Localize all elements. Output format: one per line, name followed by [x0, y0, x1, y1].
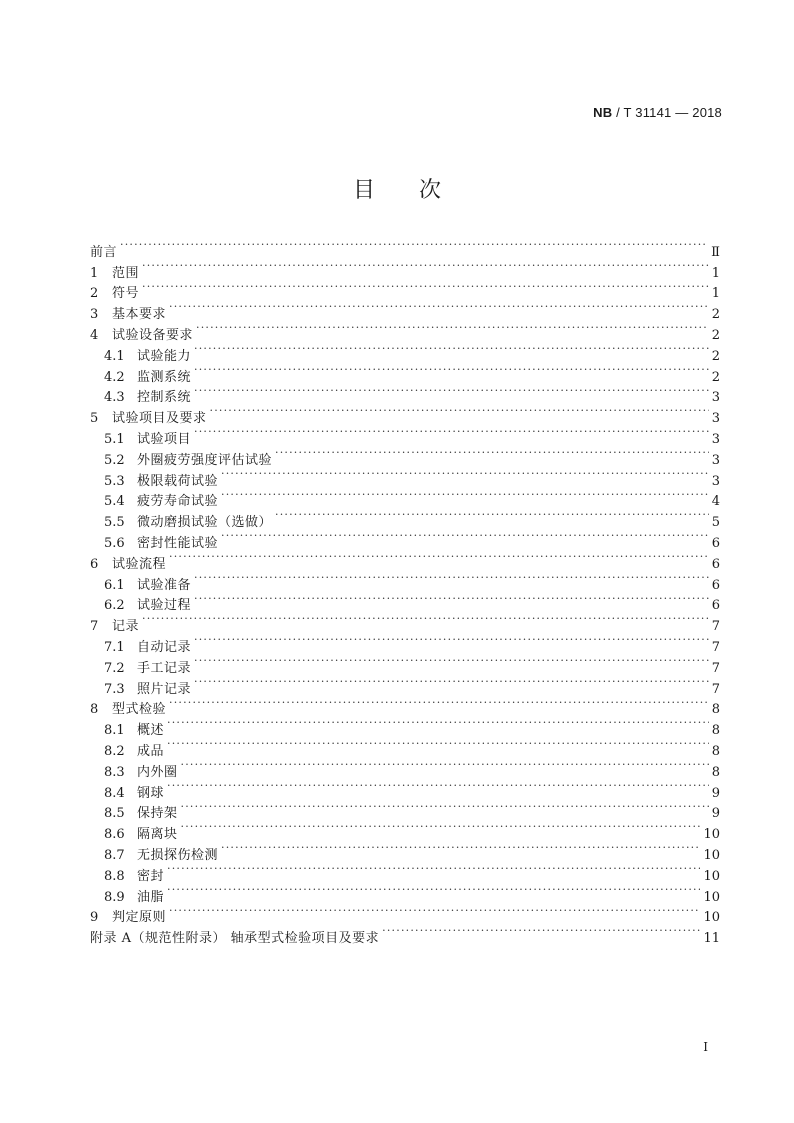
toc-leader-dots — [275, 505, 709, 526]
toc-entry-title: 隔离块 — [137, 827, 178, 843]
toc-entry[interactable] — [90, 297, 720, 323]
toc-leader-dots — [181, 797, 709, 818]
toc-entry-number: 8.7 — [104, 847, 125, 863]
toc-leader-dots — [194, 672, 709, 693]
toc-leader-dots — [194, 589, 709, 610]
toc-entry[interactable] — [90, 568, 720, 593]
toc-leader-dots — [275, 443, 709, 464]
toc-entry-number: 9 — [90, 910, 99, 926]
page-number: I — [703, 1040, 708, 1054]
toc-entry-number: 5.1 — [104, 431, 125, 447]
toc-entry-number: 8.2 — [104, 743, 125, 759]
toc-entry-page: 3 — [711, 411, 720, 427]
table-of-contents — [90, 235, 720, 947]
toc-entry[interactable] — [90, 901, 720, 926]
toc-entry-page: 3 — [711, 473, 720, 489]
toc-entry-title: 手工记录 — [137, 660, 192, 676]
toc-leader-dots — [167, 734, 709, 755]
toc-entry-title: 前言 — [90, 244, 118, 260]
toc-entry-page: 1 — [711, 265, 720, 281]
toc-entry[interactable] — [90, 797, 720, 822]
toc-leader-dots — [194, 568, 709, 589]
toc-entry-page: 7 — [711, 639, 720, 655]
toc-entry-number: 7.2 — [104, 660, 125, 676]
toc-entry-page: 10 — [703, 847, 720, 863]
toc-entry[interactable] — [90, 921, 720, 947]
toc-entry[interactable] — [90, 713, 720, 739]
toc-leader-dots — [194, 381, 709, 402]
toc-entry-title: 范围 — [112, 265, 140, 281]
page-title: 目次 — [352, 178, 485, 203]
toc-entry-page: 6 — [711, 577, 720, 593]
toc-leader-dots — [221, 526, 709, 547]
toc-entry-page: 2 — [711, 307, 720, 323]
toc-leader-dots — [142, 277, 709, 298]
toc-entry[interactable] — [90, 755, 720, 780]
toc-leader-dots — [169, 901, 700, 922]
toc-entry-title: 钢球 — [137, 785, 165, 801]
toc-entry-number: 5.6 — [104, 535, 125, 551]
toc-entry[interactable] — [90, 547, 720, 572]
toc-entry-title: 概述 — [137, 723, 165, 739]
toc-entry-page: 7 — [711, 660, 720, 676]
toc-leader-dots — [194, 339, 709, 360]
toc-entry[interactable] — [90, 318, 720, 343]
toc-entry-title: 成品 — [137, 743, 165, 759]
toc-entry-title: 照片记录 — [137, 681, 192, 697]
toc-entry-number: 4.2 — [104, 369, 125, 385]
toc-entry-title: 试验项目及要求 — [112, 411, 207, 427]
toc-entry-title: 密封 — [137, 868, 165, 884]
toc-entry-title: 无损探伤检测 — [137, 847, 219, 863]
toc-entry-title: 符号 — [112, 286, 140, 302]
toc-entry-number: 4.1 — [104, 348, 125, 364]
toc-entry-number: 1 — [90, 265, 99, 281]
toc-entry-title: 密封性能试验 — [137, 535, 219, 551]
toc-entry-page: 7 — [711, 681, 720, 697]
toc-entry[interactable] — [90, 609, 720, 635]
toc-entry-page: 10 — [703, 868, 720, 884]
toc-entry[interactable] — [90, 859, 720, 884]
toc-entry-page: 6 — [711, 598, 720, 614]
toc-entry-page: 1 — [711, 286, 720, 302]
toc-entry[interactable] — [90, 693, 720, 718]
toc-leader-dots — [167, 776, 709, 797]
toc-leader-dots — [194, 360, 709, 381]
toc-entry-number: 7.3 — [104, 681, 125, 697]
toc-entry-page: 8 — [711, 743, 720, 759]
toc-entry-page: 6 — [711, 535, 720, 551]
toc-leader-dots — [167, 713, 709, 734]
toc-entry-title: 疲劳寿命试验 — [137, 494, 219, 510]
toc-entry-number: 8.8 — [104, 868, 125, 884]
toc-entry-page: 11 — [703, 931, 720, 947]
toc-entry-page: Ⅱ — [711, 244, 720, 260]
toc-entry-page: 2 — [711, 348, 720, 364]
toc-entry-number: 8.3 — [104, 764, 125, 780]
toc-entry-number: 7.1 — [104, 639, 125, 655]
toc-entry-number: 8.1 — [104, 723, 125, 739]
toc-entry-number: 5.5 — [104, 515, 125, 531]
toc-entry[interactable] — [90, 817, 720, 843]
toc-entry-title: 控制系统 — [137, 390, 192, 406]
toc-entry-page: 8 — [711, 723, 720, 739]
toc-entry[interactable] — [90, 630, 720, 655]
toc-leader-dots — [167, 859, 700, 880]
standard-code-prefix: NB — [593, 105, 613, 120]
toc-entry-number: 8.5 — [104, 806, 125, 822]
toc-entry-page: 2 — [711, 327, 720, 343]
toc-entry-page: 10 — [703, 910, 720, 926]
toc-leader-dots — [194, 422, 709, 443]
toc-entry-title: 记录 — [112, 619, 140, 635]
toc-leader-dots — [120, 235, 708, 256]
toc-entry-title: 试验过程 — [137, 598, 192, 614]
toc-entry[interactable] — [90, 776, 720, 801]
toc-entry-title: 保持架 — [137, 806, 178, 822]
toc-entry-title: 外圈疲劳强度评估试验 — [137, 452, 273, 468]
toc-entry-title: 试验项目 — [137, 431, 192, 447]
toc-entry-number: 4 — [90, 327, 99, 343]
toc-entry-page: 7 — [711, 619, 720, 635]
toc-entry-page: 5 — [711, 515, 720, 531]
toc-entry[interactable] — [90, 734, 720, 759]
toc-entry-title: 附录 A（规范性附录） 轴承型式检验项目及要求 — [90, 931, 380, 947]
toc-entry-number: 5.2 — [104, 452, 125, 468]
toc-entry-number: 8 — [90, 702, 99, 718]
toc-entry[interactable] — [90, 838, 720, 863]
toc-entry-number: 8.6 — [104, 827, 125, 843]
toc-entry-title: 监测系统 — [137, 369, 192, 385]
toc-leader-dots — [142, 609, 709, 630]
toc-leader-dots — [194, 630, 709, 651]
toc-entry-title: 极限载荷试验 — [137, 473, 219, 489]
toc-leader-dots — [169, 693, 709, 714]
toc-leader-dots — [382, 921, 700, 942]
toc-entry-page: 8 — [711, 764, 720, 780]
toc-entry-title: 油脂 — [137, 889, 165, 905]
toc-entry-page: 8 — [711, 702, 720, 718]
standard-code — [593, 105, 722, 120]
toc-leader-dots — [142, 256, 709, 277]
toc-entry[interactable] — [90, 277, 720, 302]
toc-entry-title: 自动记录 — [137, 639, 192, 655]
toc-entry-number: 8.9 — [104, 889, 125, 905]
toc-entry-number: 6 — [90, 556, 99, 572]
toc-entry-page: 3 — [711, 431, 720, 447]
toc-entry-title: 内外圈 — [137, 764, 178, 780]
toc-entry-title: 型式检验 — [112, 702, 167, 718]
toc-entry-title: 判定原则 — [112, 910, 167, 926]
toc-leader-dots — [181, 817, 701, 838]
toc-entry-number: 8.4 — [104, 785, 125, 801]
toc-entry-title: 试验准备 — [137, 577, 192, 593]
toc-entry-page: 3 — [711, 452, 720, 468]
toc-entry-number: 5 — [90, 411, 99, 427]
toc-leader-dots — [181, 755, 709, 776]
toc-entry-title: 基本要求 — [112, 307, 167, 323]
toc-entry-page: 2 — [711, 369, 720, 385]
toc-entry-number: 5.3 — [104, 473, 125, 489]
toc-entry-page: 10 — [703, 889, 720, 905]
toc-leader-dots — [194, 651, 709, 672]
toc-leader-dots — [169, 297, 709, 318]
toc-entry-page: 9 — [711, 806, 720, 822]
toc-entry-number: 4.3 — [104, 390, 125, 406]
toc-leader-dots — [167, 880, 700, 901]
toc-entry-number: 6.1 — [104, 577, 125, 593]
toc-leader-dots — [221, 464, 709, 485]
toc-entry[interactable] — [90, 880, 720, 905]
toc-entry-number: 7 — [90, 619, 99, 635]
toc-entry-title: 试验能力 — [137, 348, 192, 364]
toc-leader-dots — [210, 401, 709, 422]
toc-leader-dots — [169, 547, 709, 568]
toc-entry-page: 9 — [711, 785, 720, 801]
toc-entry-number: 3 — [90, 307, 99, 323]
toc-entry-page: 6 — [711, 556, 720, 572]
toc-entry-page: 4 — [711, 494, 720, 510]
toc-entry-number: 2 — [90, 286, 99, 302]
standard-code-number: / T 31141 — 2018 — [612, 105, 722, 120]
toc-entry[interactable] — [90, 256, 720, 281]
toc-entry-number: 5.4 — [104, 494, 125, 510]
toc-entry-page: 3 — [711, 390, 720, 406]
toc-leader-dots — [221, 838, 700, 859]
toc-leader-dots — [221, 485, 709, 506]
toc-entry-title: 试验流程 — [112, 556, 167, 572]
toc-leader-dots — [196, 318, 709, 339]
toc-entry-title: 微动磨损试验（选做） — [137, 515, 273, 531]
toc-entry-title: 试验设备要求 — [112, 327, 194, 343]
toc-entry-number: 6.2 — [104, 598, 125, 614]
toc-entry[interactable] — [90, 235, 720, 260]
toc-entry-page: 10 — [703, 827, 720, 843]
